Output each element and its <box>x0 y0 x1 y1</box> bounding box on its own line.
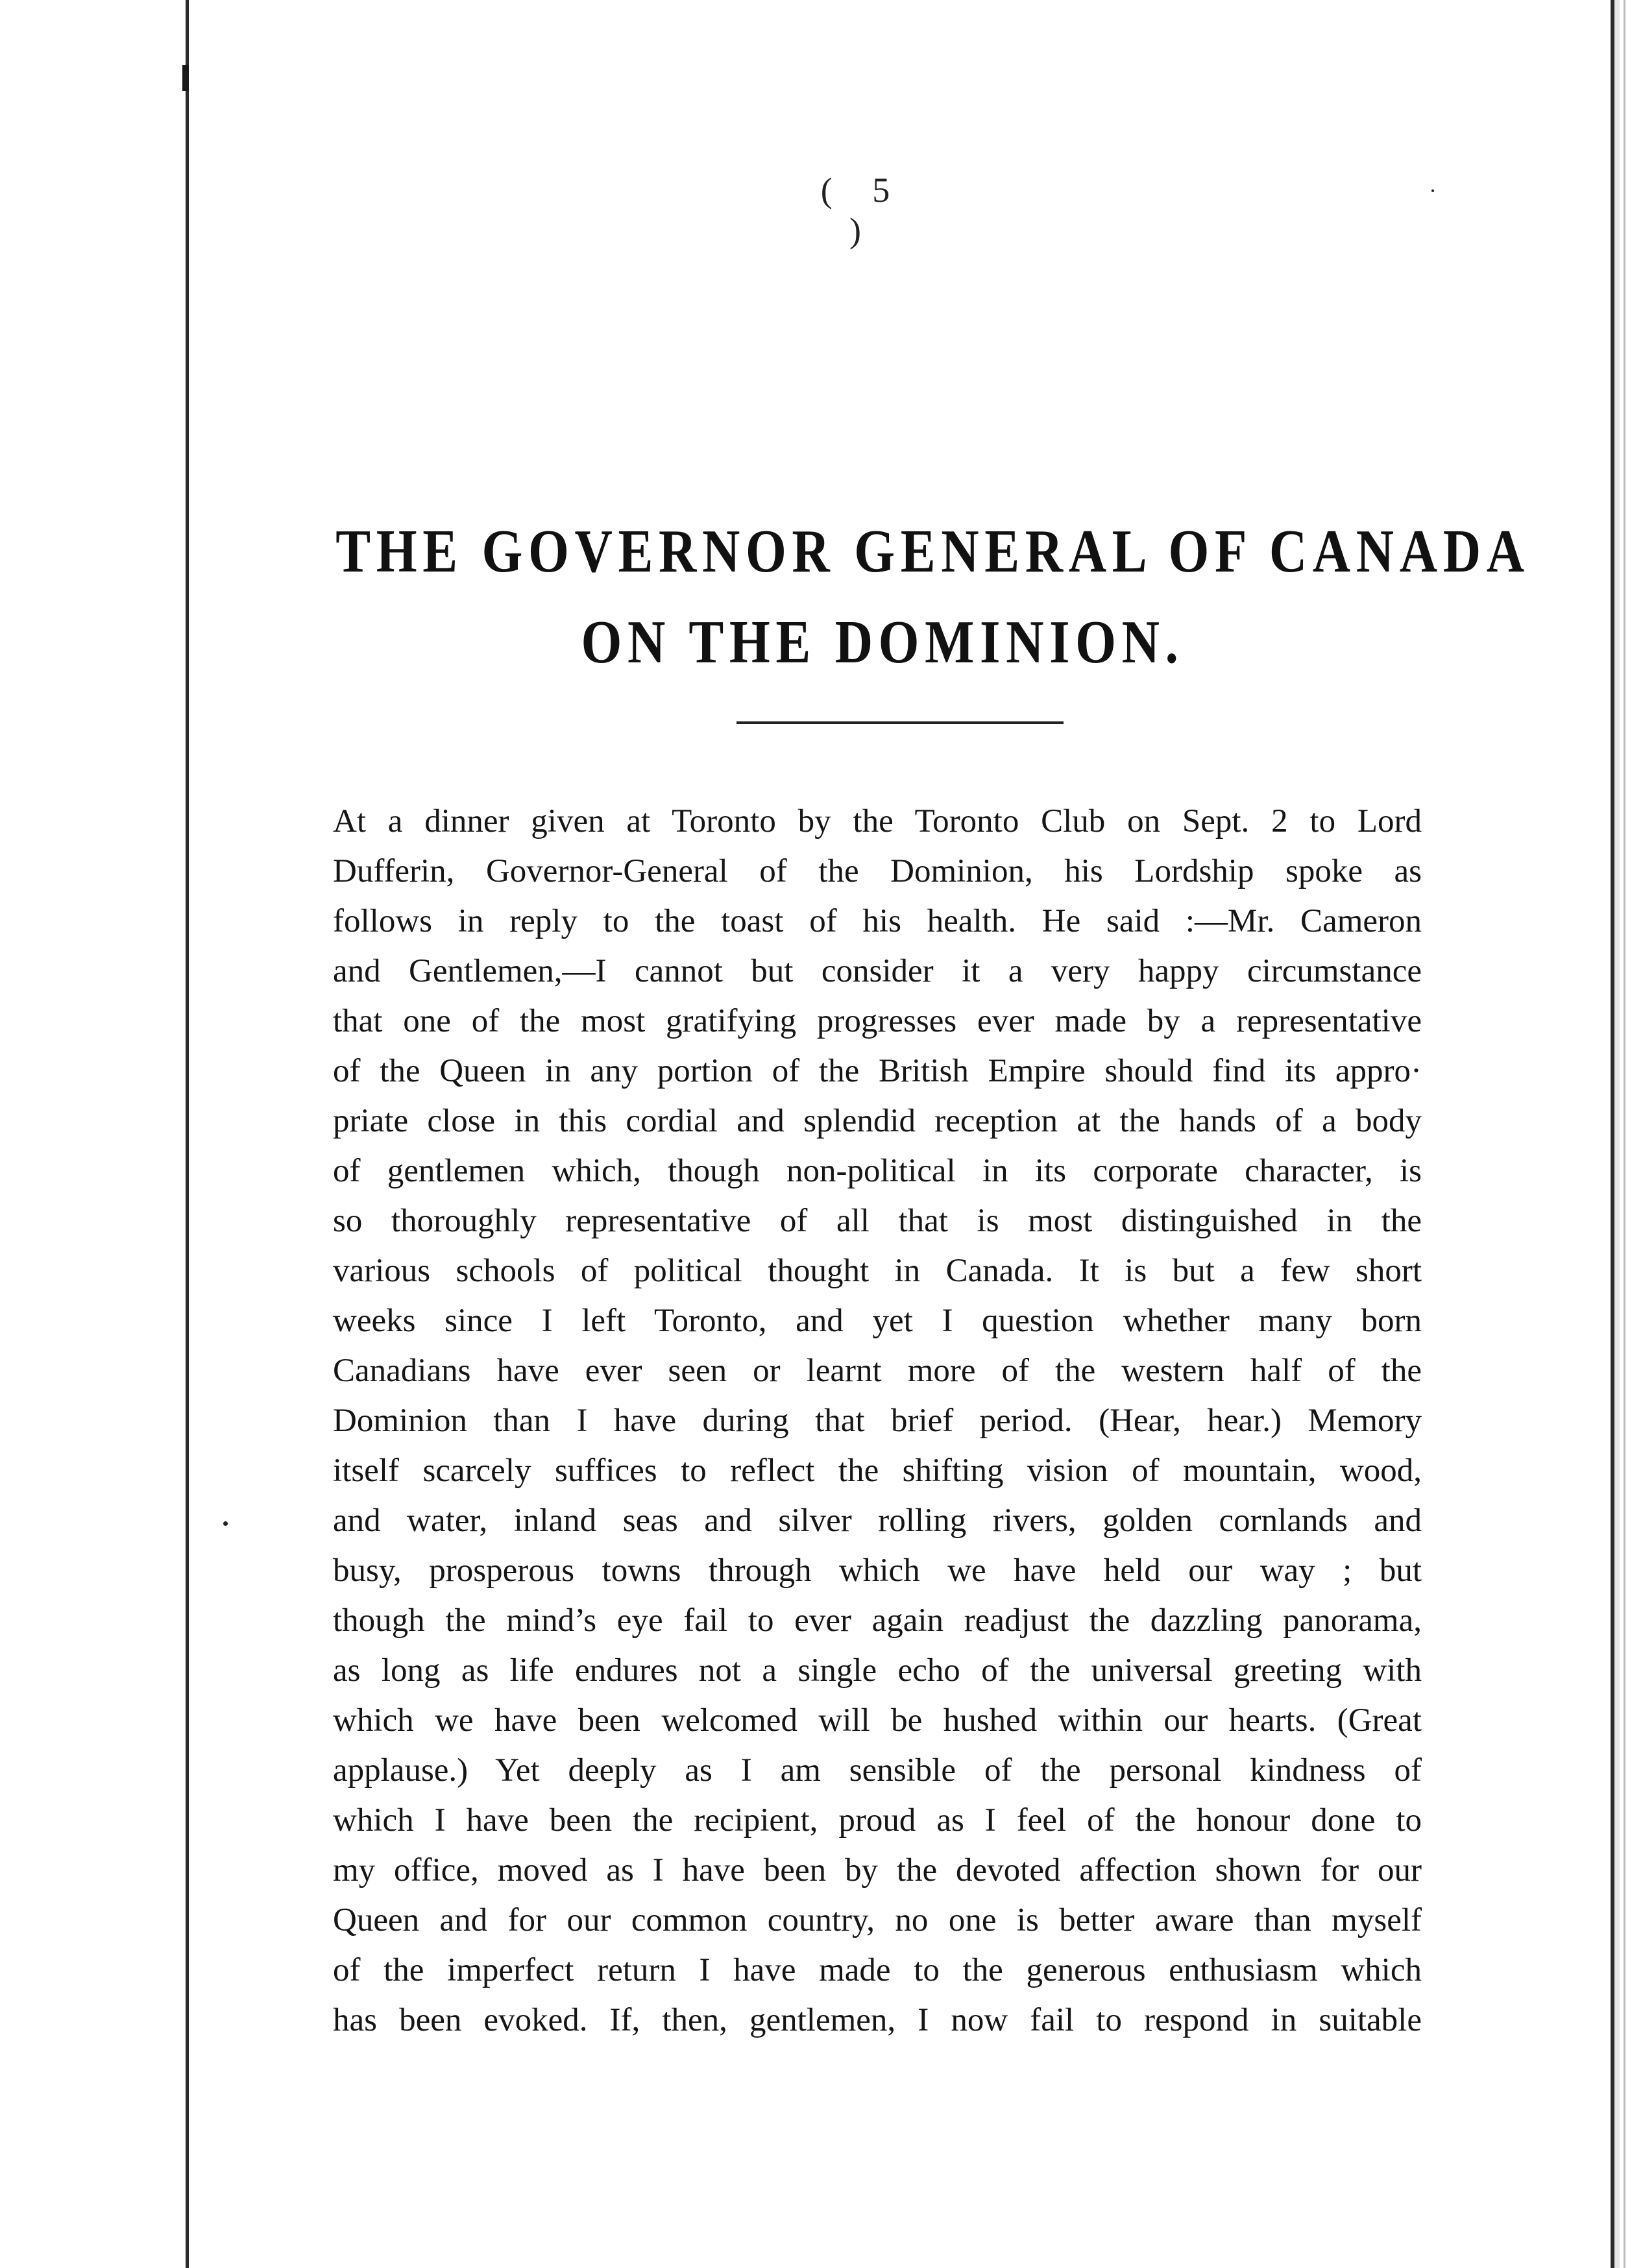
text-line: follows in reply to the toast of his health. He said :—Mr. Cameron <box>333 903 1422 939</box>
text-line: priate close in this cordial and splendid reception at the hands of a body <box>333 1103 1422 1139</box>
text-line: applause.) Yet deeply as I am sensible of the personal kindness of <box>333 1752 1422 1789</box>
text-line: so thoroughly representative of all that is most distinguished in the <box>333 1203 1422 1239</box>
text-line: Canadians have ever seen or learnt more of the western half of the <box>333 1353 1422 1389</box>
text-line: At a dinner given at Toronto by the Toronto Club on Sept. 2 to Lord <box>333 803 1422 839</box>
binding-edge <box>186 0 189 2268</box>
text-line: Dominion than I have during that brief period. (Hear, hear.) Memory <box>333 1403 1422 1439</box>
text-line: of the Queen in any portion of the British Empire should find its appro· <box>333 1053 1422 1089</box>
binding-margin <box>0 0 189 2268</box>
title-line-1: THE GOVERNOR GENERAL OF CANADA <box>335 518 1530 585</box>
text-line: which I have been the recipient, proud as I feel of the honour done to <box>333 1802 1422 1839</box>
text-line: various schools of political thought in Canada. It is but a few short <box>333 1253 1422 1289</box>
title-rule <box>736 721 1064 724</box>
text-line: busy, prosperous towns through which we have held our way ; but <box>333 1552 1422 1589</box>
text-line: and Gentlemen,—I cannot but consider it a very happy circumstance <box>333 953 1422 989</box>
text-line: that one of the most gratifying progresses ever made by a representative <box>333 1003 1422 1039</box>
text-line: of gentlemen which, though non-political in its corporate character, is <box>333 1153 1422 1189</box>
text-line: Queen and for our common country, no one is better aware than myself <box>333 1902 1422 1938</box>
page-title <box>335 506 1530 688</box>
binding-mark <box>182 65 189 91</box>
scan-speck <box>223 1521 228 1526</box>
text-line: my office, moved as I have been by the devoted affection shown for our <box>333 1852 1422 1888</box>
text-line: and water, inland seas and silver rolling rivers, golden cornlands and <box>333 1502 1422 1539</box>
text-line: has been evoked. If, then, gentlemen, I now fail to respond in suitable <box>333 2002 1422 2038</box>
text-line: of the imperfect return I have made to the generous enthusiasm which <box>333 1952 1422 1988</box>
title-line-2: ON THE DOMINION. <box>581 609 1184 676</box>
text-line: as long as life endures not a single echo of the universal greeting with <box>333 1652 1422 1689</box>
text-line: itself scarcely suffices to reflect the shifting vision of mountain, wood, <box>333 1453 1422 1489</box>
text-line: weeks since I left Toronto, and yet I question whether many born <box>333 1303 1422 1339</box>
page-number: ( 5 ) <box>820 171 906 250</box>
body-text <box>333 797 1422 2045</box>
text-line: Dufferin, Governor-General of the Dominion, his Lordship spoke as <box>333 853 1422 889</box>
text-line: which we have been welcomed will be hushed within our hearts. (Great <box>333 1702 1422 1739</box>
scan-speck <box>1431 189 1434 192</box>
text-line: though the mind’s eye fail to ever again readjust the dazzling panorama, <box>333 1602 1422 1639</box>
page-right-edge <box>1611 0 1643 2268</box>
